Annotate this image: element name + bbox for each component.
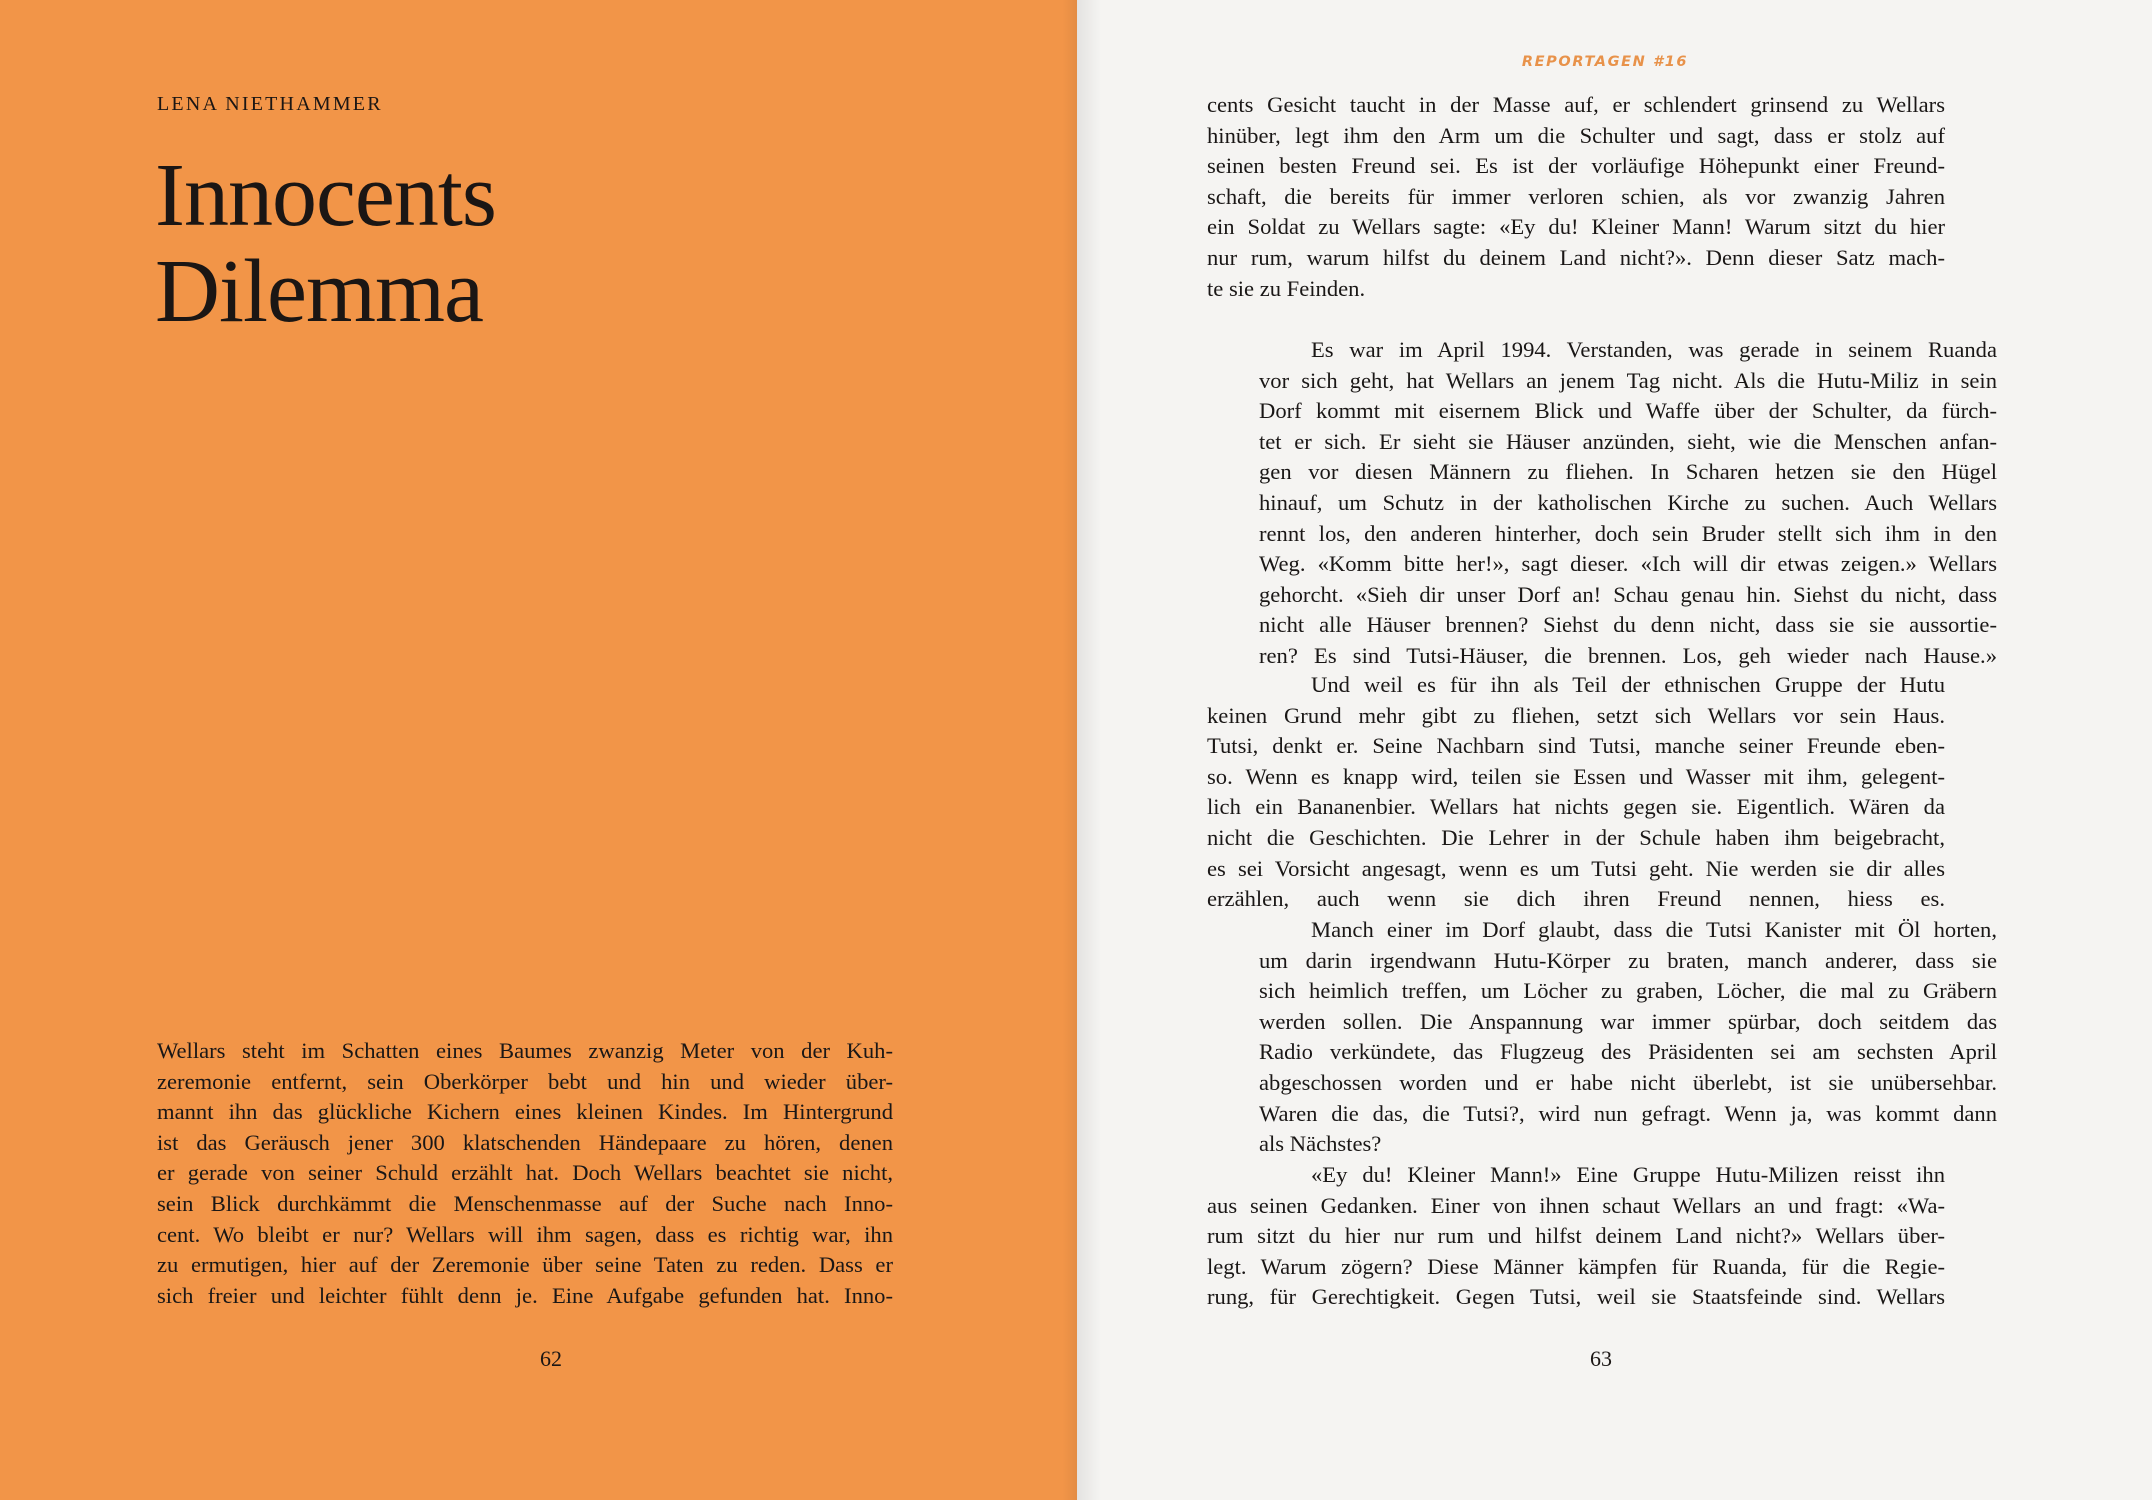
text-line: hinauf, um Schutz in der katholischen Kirche zu suchen. Auch Wellars (1259, 489, 1997, 515)
text-line: Dorf kommt mit eisernem Blick und Waffe über der Schulter, da fürch- (1259, 398, 1997, 424)
text-line: cents Gesicht taucht in der Masse auf, er schlendert grinsend zu Wellars (1207, 92, 1945, 117)
text-line: Wellars steht im Schatten eines Baumes zwanzig Meter von der Kuh- (157, 1038, 893, 1063)
running-head: REPORTAGEN #16 (1521, 54, 1689, 70)
paragraph-block-2 (1259, 335, 1997, 672)
page-number-left: 62 (540, 1346, 562, 1371)
text-line: Weg. «Komm bitte her!», sagt dieser. «Ich will dir etwas zeigen.» Wellars (1259, 551, 1997, 577)
text-line: nicht die Geschichten. Die Lehrer in der Schule haben ihm beigebracht, (1207, 824, 1945, 850)
author-name: LENA NIETHAMMER (157, 93, 383, 115)
paragraph-block-5 (1207, 1160, 1945, 1313)
text-line: zeremonie entfernt, sein Oberkörper bebt und hin und wieder über- (157, 1068, 893, 1094)
text-line: seinen besten Freund sei. Es ist der vorläufige Höhepunkt einer Freund- (1207, 153, 1945, 179)
left-body-text (157, 1036, 893, 1311)
paragraph-block-4 (1259, 915, 1997, 1160)
right-page-gutter-shade (1077, 0, 1101, 1500)
text-line: rennt los, den anderen hinterher, doch sein Bruder stellt sich ihm in den (1259, 520, 1997, 546)
text-line: nur rum, warum hilfst du deinem Land nicht?». Denn dieser Satz mach- (1207, 244, 1945, 270)
text-line: gen vor diesen Männern zu fliehen. In Scharen hetzen sie den Hügel (1259, 459, 1997, 485)
text-line: schaft, die bereits für immer verloren schien, als vor zwanzig Jahren (1207, 183, 1945, 209)
text-line: abgeschossen worden und er habe nicht überlebt, ist sie unübersehbar. (1259, 1069, 1997, 1095)
text-line: es sei Vorsicht angesagt, wenn es um Tutsi geht. Nie werden sie dir alles (1207, 855, 1945, 881)
text-line: ist das Geräusch jener 300 klatschenden Händepaare zu hören, denen (157, 1129, 893, 1155)
text-line: lich ein Bananenbier. Wellars hat nichts gegen sie. Eigentlich. Wären da (1207, 794, 1945, 820)
text-line: er gerade von seiner Schuld erzählt hat. Doch Wellars beachtet sie nicht, (157, 1160, 893, 1186)
text-line: nicht alle Häuser brennen? Siehst du denn nicht, dass sie sie aussortie- (1259, 612, 1997, 638)
text-line: mannt ihn das glückliche Kichern eines kleinen Kindes. Im Hintergrund (157, 1099, 893, 1125)
text-line: Und weil es für ihn als Teil der ethnischen Gruppe der Hutu (1311, 672, 1945, 697)
text-line: so. Wenn es knapp wird, teilen sie Essen und Wasser mit ihm, gelegent- (1207, 763, 1945, 789)
text-line: «Ey du! Kleiner Mann!» Eine Gruppe Hutu-Milizen reisst ihn (1311, 1162, 1945, 1187)
text-line: sein Blick durchkämmt die Menschenmasse auf der Suche nach Inno- (157, 1190, 893, 1216)
paragraph-block-3 (1207, 670, 1945, 915)
article-title (155, 148, 496, 340)
text-line: legt. Warum zögern? Diese Männer kämpfen für Ruanda, für die Regie- (1207, 1253, 1945, 1279)
text-line: rung, für Gerechtigkeit. Gegen Tutsi, weil sie Staatsfeinde sind. Wellars (1207, 1284, 1945, 1310)
text-line: ein Soldat zu Wellars sagte: «Ey du! Kleiner Mann! Warum sitzt du hier (1207, 214, 1945, 240)
text-line: tet er sich. Er sieht sie Häuser anzünden, sieht, wie die Menschen anfan- (1259, 428, 1997, 454)
text-line: hinüber, legt ihm den Arm um die Schulter und sagt, dass er stolz auf (1207, 122, 1945, 148)
text-line: aus seinen Gedanken. Einer von ihnen schaut Wellars an und fragt: «Wa- (1207, 1192, 1945, 1218)
text-line: vor sich geht, hat Wellars an jenem Tag nicht. Als die Hutu-Miliz in sein (1259, 367, 1997, 393)
title-line-2: Dilemma (155, 242, 483, 341)
text-line: Radio verkündete, das Flugzeug des Präsidenten sei am sechsten April (1259, 1039, 1997, 1065)
text-line: zu ermutigen, hier auf der Zeremonie über seine Taten zu reden. Dass er (157, 1252, 893, 1278)
text-line: gehorcht. «Sieh dir unser Dorf an! Schau genau hin. Siehst du nicht, dass (1259, 581, 1997, 607)
text-line: cent. Wo bleibt er nur? Wellars will ihm sagen, dass es richtig war, ihn (157, 1221, 893, 1247)
text-line: te sie zu Feinden. (1207, 275, 1366, 301)
text-line: Manch einer im Dorf glaubt, dass die Tutsi Kanister mit Öl horten, (1311, 917, 1997, 942)
text-line: rum sitzt du hier nur rum und hilfst deinem Land nicht?» Wellars über- (1207, 1223, 1945, 1249)
text-line: als Nächstes? (1259, 1131, 1382, 1157)
text-line: erzählen, auch wenn sie dich ihren Freund nennen, hiess es. (1207, 886, 1945, 912)
title-line-1: Innocents (155, 146, 496, 245)
text-line: um darin irgendwann Hutu-Körper zu braten, manch anderer, dass sie (1259, 947, 1997, 973)
gutter-shadow (1062, 0, 1077, 1500)
page-number-right: 63 (1590, 1346, 1612, 1371)
text-line: Waren die das, die Tutsi?, wird nun gefragt. Wenn ja, was kommt dann (1259, 1100, 1997, 1126)
text-line: Es war im April 1994. Verstanden, was gerade in seinem Ruanda (1311, 337, 1997, 362)
text-line: Tutsi, denkt er. Seine Nachbarn sind Tutsi, manche seiner Freunde eben- (1207, 733, 1945, 759)
text-line: sich freier und leichter fühlt denn je. Eine Aufgabe gefunden hat. Inno- (157, 1282, 893, 1308)
paragraph-block-1 (1207, 90, 1945, 304)
text-line: werden sollen. Die Anspannung war immer spürbar, doch seitdem das (1259, 1008, 1997, 1034)
text-line: sich heimlich treffen, um Löcher zu graben, Löcher, die mal zu Gräbern (1259, 978, 1997, 1004)
text-line: keinen Grund mehr gibt zu fliehen, setzt sich Wellars vor sein Haus. (1207, 702, 1945, 728)
text-line: ren? Es sind Tutsi-Häuser, die brennen. Los, geh wieder nach Hause.» (1259, 642, 1997, 668)
